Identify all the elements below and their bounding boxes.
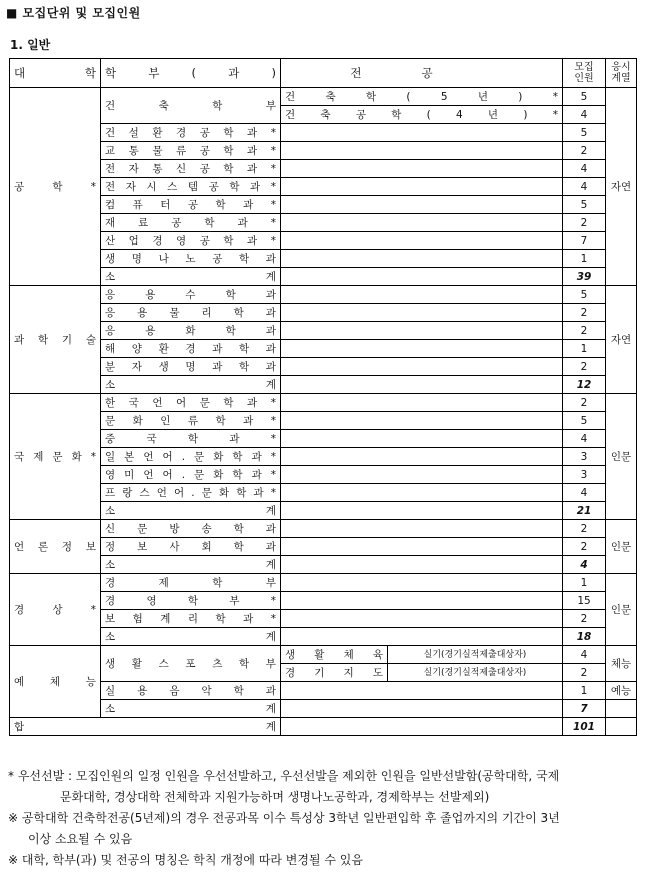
major-empty — [281, 178, 563, 196]
subtotal-label: 소 계 — [101, 268, 281, 286]
quota-value: 2 — [563, 664, 606, 682]
quota-value: 2 — [563, 538, 606, 556]
dept-name: 해 양 환 경 과 학 과 — [101, 340, 281, 358]
table-row — [10, 538, 637, 556]
table-row — [10, 214, 637, 232]
quota-value: 4 — [563, 430, 606, 448]
subtotal-row — [10, 502, 637, 520]
track-name: 인문 — [606, 394, 637, 520]
quota-value: 2 — [563, 358, 606, 376]
major-note: 실기(경기실적제출대상자) — [388, 646, 563, 664]
total-row — [10, 718, 637, 736]
dept-name: 응 용 화 학 과 — [101, 322, 281, 340]
major-name: 경 기 지 도 — [281, 664, 388, 682]
dept-name: 문 화 인 류 학 과 * — [101, 412, 281, 430]
dept-name: 중 국 학 과 * — [101, 430, 281, 448]
major-name: 생 활 체 육 — [281, 646, 388, 664]
dept-name: 보 험 계 리 학 과 * — [101, 610, 281, 628]
quota-value: 1 — [563, 574, 606, 592]
dept-name: 전 자 통 신 공 학 과 * — [101, 160, 281, 178]
admission-quota-table — [9, 58, 637, 736]
major-empty — [281, 412, 563, 430]
header-college: 대 학 — [10, 59, 101, 88]
note-priority: * 우선선발 : 모집인원의 일정 인원을 우선선발하고, 우선선발을 제외한 인원을 일반선발함(공학대학, 국제 — [8, 769, 560, 783]
table-header-row — [10, 59, 637, 88]
dept-name: 한 국 언 어 문 학 과 * — [101, 394, 281, 412]
dept-name: 건 축 학 부 — [101, 88, 281, 124]
quota-value: 2 — [563, 610, 606, 628]
table-row — [10, 592, 637, 610]
dept-name: 산 업 경 영 공 학 과 * — [101, 232, 281, 250]
college-name: 경 상 * — [10, 574, 101, 646]
page-heading: ■ 모집단위 및 모집인원 — [6, 6, 141, 20]
college-name: 언 론 정 보 — [10, 520, 101, 574]
section-heading: 1. 일반 — [10, 38, 51, 52]
major-empty — [281, 610, 563, 628]
track-name: 예능 — [606, 682, 637, 700]
subtotal-row — [10, 700, 637, 718]
dept-name: 정 보 사 회 학 과 — [101, 538, 281, 556]
header-quota: 모집 인원 — [563, 59, 606, 88]
major-empty — [281, 682, 563, 700]
table-row — [10, 394, 637, 412]
subtotal-value: 39 — [563, 268, 606, 286]
table-row — [10, 304, 637, 322]
subtotal-label: 소 계 — [101, 376, 281, 394]
table-row — [10, 160, 637, 178]
track-empty — [606, 700, 637, 718]
college-name: 과 학 기 술 — [10, 286, 101, 394]
subtotal-row — [10, 628, 637, 646]
subtotal-value: 18 — [563, 628, 606, 646]
quota-value: 2 — [563, 304, 606, 322]
notes — [8, 766, 653, 871]
major-empty — [281, 232, 563, 250]
dept-name: 생 명 나 노 공 학 과 — [101, 250, 281, 268]
major-empty — [281, 394, 563, 412]
major-empty — [281, 160, 563, 178]
major-empty — [281, 286, 563, 304]
dept-name: 프 랑 스 언 어 . 문 화 학 과 * — [101, 484, 281, 502]
major-empty — [281, 448, 563, 466]
major-empty — [281, 124, 563, 142]
table-row — [10, 610, 637, 628]
quota-value: 4 — [563, 178, 606, 196]
quota-value: 2 — [563, 322, 606, 340]
table-row — [10, 142, 637, 160]
subtotal-value: 12 — [563, 376, 606, 394]
header-dept: 학 부 ( 과 ) — [101, 59, 281, 88]
quota-value: 1 — [563, 250, 606, 268]
dept-name: 컴 퓨 터 공 학 과 * — [101, 196, 281, 214]
subtotal-empty — [281, 556, 563, 574]
subtotal-row — [10, 268, 637, 286]
major-empty — [281, 304, 563, 322]
major-empty — [281, 520, 563, 538]
quota-value: 3 — [563, 448, 606, 466]
dept-name: 실 용 음 악 학 과 — [101, 682, 281, 700]
note-architecture: ※ 공학대학 건축학전공(5년제)의 경우 전공과목 이수 특성상 3학년 일반편입학 후 졸업까지의 기간이 3년 — [8, 811, 560, 825]
quota-value: 2 — [563, 142, 606, 160]
major-empty — [281, 196, 563, 214]
quota-value: 2 — [563, 394, 606, 412]
dept-name: 분 자 생 명 과 학 과 — [101, 358, 281, 376]
table-row — [10, 196, 637, 214]
table-row — [10, 340, 637, 358]
subtotal-value: 21 — [563, 502, 606, 520]
table-row — [10, 250, 637, 268]
table-row — [10, 574, 637, 592]
note-priority-cont: 문화대학, 경상대학 전체학과 지원가능하며 생명나노공학과, 경제학부는 선발제외) — [60, 790, 490, 804]
table-row — [10, 358, 637, 376]
dept-name: 교 통 물 류 공 학 과 * — [101, 142, 281, 160]
quota-value: 1 — [563, 682, 606, 700]
major-empty — [281, 322, 563, 340]
quota-value: 5 — [563, 286, 606, 304]
college-name: 공 학 * — [10, 88, 101, 286]
subtotal-empty — [281, 268, 563, 286]
header-major: 전공 — [281, 59, 563, 88]
table-row — [10, 682, 637, 700]
subtotal-value: 4 — [563, 556, 606, 574]
table-row — [10, 430, 637, 448]
major-empty — [281, 430, 563, 448]
major-empty — [281, 574, 563, 592]
major-name: 건 축 학 ( 5 년 ) * — [281, 88, 563, 106]
table-row — [10, 286, 637, 304]
quota-value: 3 — [563, 466, 606, 484]
subtotal-label: 소 계 — [101, 628, 281, 646]
dept-name: 건 설 환 경 공 학 과 * — [101, 124, 281, 142]
total-track-empty — [606, 718, 637, 736]
table-row — [10, 322, 637, 340]
quota-value: 4 — [563, 484, 606, 502]
major-empty — [281, 142, 563, 160]
subtotal-label: 소 계 — [101, 700, 281, 718]
table-row — [10, 412, 637, 430]
dept-name: 재 료 공 학 과 * — [101, 214, 281, 232]
track-name: 인문 — [606, 520, 637, 574]
subtotal-row — [10, 376, 637, 394]
quota-value: 2 — [563, 520, 606, 538]
dept-name: 경 제 학 부 — [101, 574, 281, 592]
college-name: 국 제 문 화 * — [10, 394, 101, 520]
table-row — [10, 448, 637, 466]
subtotal-value: 7 — [563, 700, 606, 718]
quota-value: 5 — [563, 124, 606, 142]
major-empty — [281, 214, 563, 232]
dept-name: 전 자 시 스 템 공 학 과 * — [101, 178, 281, 196]
total-label: 합 계 — [10, 718, 281, 736]
quota-value: 5 — [563, 88, 606, 106]
table-row — [10, 520, 637, 538]
major-empty — [281, 466, 563, 484]
quota-value: 5 — [563, 196, 606, 214]
quota-value: 4 — [563, 160, 606, 178]
table-row — [10, 484, 637, 502]
dept-name: 응 용 수 학 과 — [101, 286, 281, 304]
dept-name: 생 활 스 포 츠 학 부 — [101, 646, 281, 682]
header-track: 응시 계열 — [606, 59, 637, 88]
subtotal-empty — [281, 376, 563, 394]
track-name: 체능 — [606, 646, 637, 682]
subtotal-empty — [281, 700, 563, 718]
table-row — [10, 466, 637, 484]
quota-value: 7 — [563, 232, 606, 250]
total-empty — [281, 718, 563, 736]
major-empty — [281, 592, 563, 610]
total-value: 101 — [563, 718, 606, 736]
major-empty — [281, 538, 563, 556]
college-name: 예 체 능 — [10, 646, 101, 718]
track-name: 자연 — [606, 88, 637, 286]
track-name: 인문 — [606, 574, 637, 646]
note-name-change: ※ 대학, 학부(과) 및 전공의 명칭은 학칙 개정에 따라 변경될 수 있음 — [8, 853, 363, 867]
subtotal-label: 소 계 — [101, 502, 281, 520]
track-name: 자연 — [606, 286, 637, 394]
dept-name: 응 용 물 리 학 과 — [101, 304, 281, 322]
quota-value: 1 — [563, 340, 606, 358]
subtotal-row — [10, 556, 637, 574]
major-name: 건 축 공 학 ( 4 년 ) * — [281, 106, 563, 124]
major-empty — [281, 358, 563, 376]
major-empty — [281, 250, 563, 268]
table-row — [10, 88, 637, 106]
quota-value: 4 — [563, 106, 606, 124]
quota-value: 2 — [563, 214, 606, 232]
dept-name: 신 문 방 송 학 과 — [101, 520, 281, 538]
dept-name: 경 영 학 부 * — [101, 592, 281, 610]
quota-value: 5 — [563, 412, 606, 430]
quota-value: 4 — [563, 646, 606, 664]
subtotal-empty — [281, 502, 563, 520]
major-note: 실기(경기실적제출대상자) — [388, 664, 563, 682]
subtotal-label: 소 계 — [101, 556, 281, 574]
table-row — [10, 232, 637, 250]
dept-name: 영 미 언 어 . 문 화 학 과 * — [101, 466, 281, 484]
table-row — [10, 178, 637, 196]
dept-name: 일 본 언 어 . 문 화 학 과 * — [101, 448, 281, 466]
major-empty — [281, 484, 563, 502]
note-architecture-cont: 이상 소요될 수 있음 — [28, 832, 133, 846]
major-empty — [281, 340, 563, 358]
subtotal-empty — [281, 628, 563, 646]
table-row — [10, 124, 637, 142]
quota-value: 15 — [563, 592, 606, 610]
table-row — [10, 646, 637, 664]
